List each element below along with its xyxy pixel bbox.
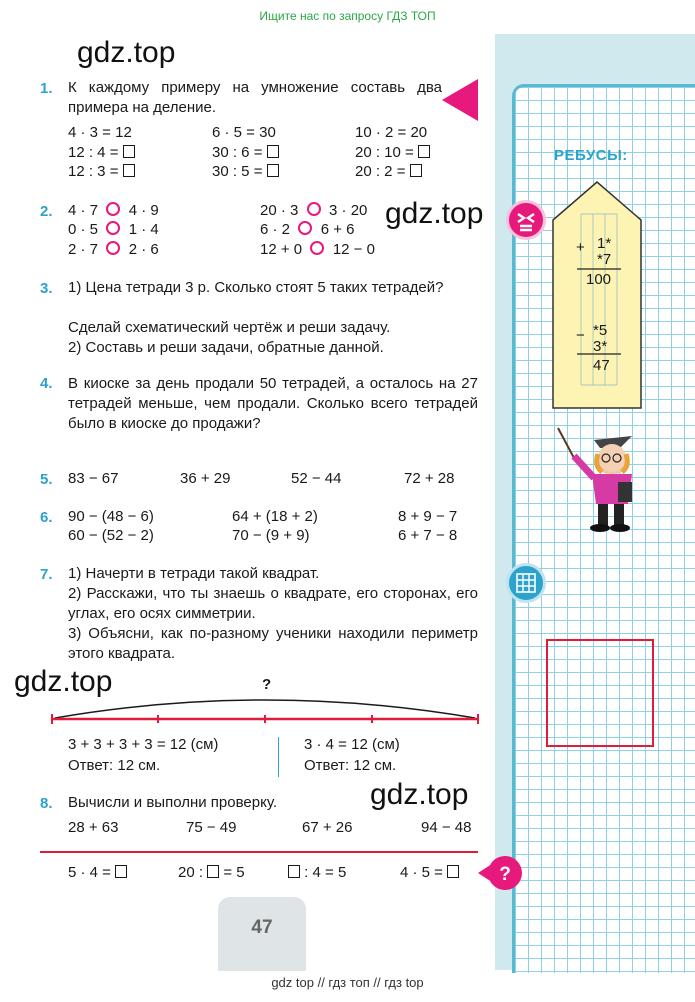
task-5-item: 72 + 28 xyxy=(404,470,455,487)
answer-box xyxy=(267,164,279,177)
rebus-1-b: *7 xyxy=(597,251,612,268)
compare-icon xyxy=(506,200,546,240)
help-mark-text: ? xyxy=(499,864,511,885)
rebus-2-b: 3* xyxy=(593,338,608,355)
task-2-compare: 2 · 7 2 · 6 xyxy=(68,241,159,258)
compare-circle-icon xyxy=(106,221,120,235)
watermark: gdz.top xyxy=(370,778,469,811)
bottom-divider xyxy=(40,851,478,853)
solution-left-2: Ответ: 12 см. xyxy=(68,757,161,774)
help-question-icon xyxy=(478,850,526,896)
task-6-number: 6. xyxy=(40,509,53,526)
task-1-cell: 4 · 3 = 12 xyxy=(68,124,132,141)
task-7-line1: 1) Начерти в тетради такой квадрат. xyxy=(68,565,320,582)
answer-box xyxy=(115,865,127,878)
task-1-cell: 12 : 4 = xyxy=(68,143,135,163)
bottom-item: 20 : = 5 xyxy=(178,864,245,881)
rebus-1-a: 1* xyxy=(597,235,612,252)
watermark: gdz.top xyxy=(14,665,113,698)
task-5-item: 83 − 67 xyxy=(68,470,119,487)
rebus-house xyxy=(551,180,643,410)
task-6-item: 8 + 9 − 7 xyxy=(398,508,458,525)
task-6-item: 64 + (18 + 2) xyxy=(232,508,318,525)
bottom-item: 4 · 5 = xyxy=(400,863,459,883)
task-1-cell: 10 · 2 = 20 xyxy=(355,124,428,141)
compare-circle-icon xyxy=(310,241,324,255)
answer-box xyxy=(123,145,135,158)
perimeter-question-mark: ? xyxy=(262,676,272,693)
task-2-compare: 4 · 7 4 · 9 xyxy=(68,202,159,219)
watermark: gdz.top xyxy=(385,197,484,230)
task-1-text: К каждому примеру на умножение составь два примера на деление. xyxy=(68,79,442,116)
task-6-item: 6 + 7 − 8 xyxy=(398,527,458,544)
rebus-2-a: *5 xyxy=(593,322,608,339)
task-1-cell: 20 : 10 = xyxy=(355,143,430,163)
task-6-item: 90 − (48 − 6) xyxy=(68,508,154,525)
task-4-text: В киоске за день продали 50 тетрадей, а осталось на 27 тетрадей меньше, чем продали. Сколько всего тетрадей было в киоске до продажи? xyxy=(68,375,478,432)
professor-illustration xyxy=(554,426,644,536)
solution-right-1: 3 · 4 = 12 (см) xyxy=(304,736,400,753)
task-8-item: 75 − 49 xyxy=(186,819,237,836)
task-7-number: 7. xyxy=(40,566,53,583)
top-banner[interactable]: Ищите нас по запросу ГДЗ ТОП xyxy=(259,9,436,23)
task-7-line3: 3) Объясни, как по-разному ученики находили периметр этого квадрата. xyxy=(68,625,478,662)
pointer-triangle-icon xyxy=(442,79,478,121)
task-3-number: 3. xyxy=(40,280,53,297)
compare-circle-icon xyxy=(298,221,312,235)
rebus-1-result: 100 xyxy=(586,271,612,288)
task-8-item: 67 + 26 xyxy=(302,819,353,836)
solution-left-1: 3 + 3 + 3 + 3 = 12 (см) xyxy=(68,736,219,753)
grid-icon xyxy=(506,563,546,603)
task-1-cell: 12 : 3 = xyxy=(68,162,135,182)
answer-box xyxy=(418,145,430,158)
bottom-item: : 4 = 5 xyxy=(288,863,346,883)
footer-links[interactable]: gdz top // гдз топ // гдз top xyxy=(271,975,424,990)
task-8-text: Вычисли и выполни проверку. xyxy=(68,794,277,811)
task-6-item: 70 − (9 + 9) xyxy=(232,527,310,544)
task-2-compare: 20 · 3 3 · 20 xyxy=(260,202,368,219)
task-1-cell: 30 : 6 = xyxy=(212,143,279,163)
compare-circle-icon xyxy=(106,241,120,255)
task-1-number: 1. xyxy=(40,80,53,97)
task-3-line2: Сделай схематический чертёж и реши задачу. xyxy=(68,319,391,336)
task-8-number: 8. xyxy=(40,795,53,812)
solution-right-2: Ответ: 12 см. xyxy=(304,757,397,774)
rebus-2-sign: − xyxy=(576,327,585,344)
compare-circle-icon xyxy=(106,202,120,216)
task-6-item: 60 − (52 − 2) xyxy=(68,527,154,544)
rebus-title: РЕБУСЫ: xyxy=(554,147,628,164)
solution-divider xyxy=(278,737,279,777)
task-8-item: 28 + 63 xyxy=(68,819,119,836)
task-1-cell: 20 : 2 = xyxy=(355,162,422,182)
answer-box xyxy=(207,865,219,878)
page-number: 47 xyxy=(251,917,273,938)
bottom-item: 5 · 4 = xyxy=(68,863,127,883)
task-2-compare: 12 + 0 12 − 0 xyxy=(260,241,375,258)
task-5-item: 52 − 44 xyxy=(291,470,342,487)
task-1-cell: 6 · 5 = 30 xyxy=(212,124,276,141)
task-3-line1: 1) Цена тетради 3 р. Сколько стоят 5 таких тетрадей? xyxy=(68,279,444,296)
rebus-1-sign: + xyxy=(576,239,585,256)
task-2-number: 2. xyxy=(40,203,53,220)
answer-box xyxy=(123,164,135,177)
task-7-line2: 2) Расскажи, что ты знаешь о квадрате, его сторонах, его углах, его осях симметрии. xyxy=(68,585,478,622)
task-4-number: 4. xyxy=(40,375,53,392)
rebus-2-result: 47 xyxy=(593,357,610,374)
task-5-number: 5. xyxy=(40,471,53,488)
task-2-compare: 0 · 5 1 · 4 xyxy=(68,221,159,238)
red-square xyxy=(546,639,654,747)
task-3-line3: 2) Составь и реши задачи, обратные данной. xyxy=(68,339,384,356)
watermark: gdz.top xyxy=(77,36,176,69)
answer-box xyxy=(410,164,422,177)
task-5-item: 36 + 29 xyxy=(180,470,231,487)
perimeter-scheme xyxy=(50,692,480,728)
answer-box xyxy=(288,865,300,878)
answer-box xyxy=(447,865,459,878)
task-8-item: 94 − 48 xyxy=(421,819,472,836)
answer-box xyxy=(267,145,279,158)
task-1-cell: 30 : 5 = xyxy=(212,162,279,182)
task-2-compare: 6 · 2 6 + 6 xyxy=(260,221,355,238)
compare-circle-icon xyxy=(307,202,321,216)
